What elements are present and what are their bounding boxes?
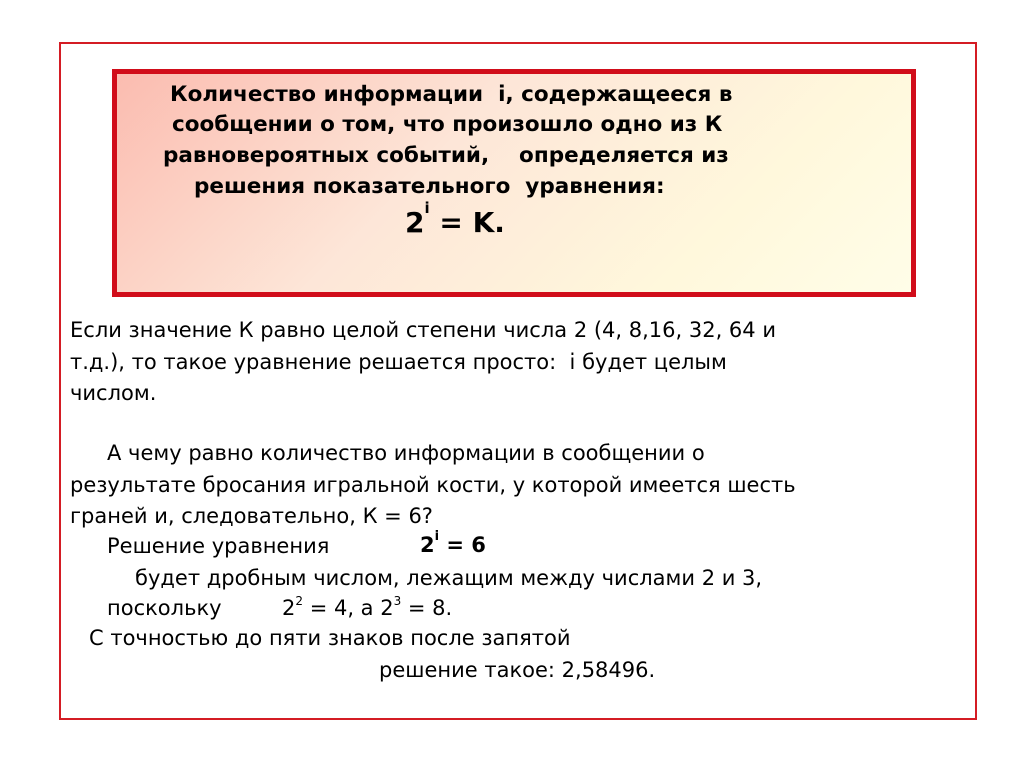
pow2-exponent: 3 xyxy=(393,594,402,608)
pow2-rest: = 8. xyxy=(401,596,453,620)
formula-rest: = K. xyxy=(429,206,505,239)
pow1-rest: = 4, а xyxy=(303,596,381,620)
callout-line-3: равновероятных событий, определяется из xyxy=(163,143,729,168)
solution-exponent: i xyxy=(434,529,440,544)
pow1-exponent: 2 xyxy=(295,594,304,608)
body-p2-line3: граней и, следовательно, К = 6? xyxy=(70,504,433,528)
body-p4-line2: решение такое: 2,58496. xyxy=(379,658,656,682)
solution-equation xyxy=(420,530,486,560)
solution-base: 2 xyxy=(420,533,435,557)
callout-line-1: Количество информации i, содержащееся в xyxy=(170,82,733,107)
pow2-base: 2 xyxy=(380,596,394,620)
powers-statement xyxy=(282,593,452,623)
body-p2-line1: А чему равно количество информации в сообщении о xyxy=(107,441,705,465)
formula-exponent: i xyxy=(424,199,430,217)
body-p1-line1: Если значение К равно целой степени числа 2 (4, 8,16, 32, 64 и xyxy=(70,318,776,342)
callout-formula xyxy=(405,199,505,241)
body-p1-line3: числом. xyxy=(70,381,157,405)
callout-line-4: решения показательного уравнения: xyxy=(194,174,665,199)
body-p3-line2-prefix: поскольку xyxy=(107,596,222,620)
body-p3-line1: будет дробным числом, лежащим между числами 2 и 3, xyxy=(135,566,763,590)
solution-label: Решение уравнения xyxy=(107,534,330,558)
solution-rest: = 6 xyxy=(439,533,486,557)
callout-line-2: сообщении о том, что произошло одно из К xyxy=(172,112,723,137)
body-p1-line2: т.д.), то такое уравнение решается просто: i будет целым xyxy=(70,350,727,374)
formula-base: 2 xyxy=(405,206,425,239)
body-p2-line2: результате бросания игральной кости, у которой имеется шесть xyxy=(70,473,796,497)
pow1-base: 2 xyxy=(282,596,296,620)
body-p4-line1: С точностью до пяти знаков после запятой xyxy=(89,626,571,650)
